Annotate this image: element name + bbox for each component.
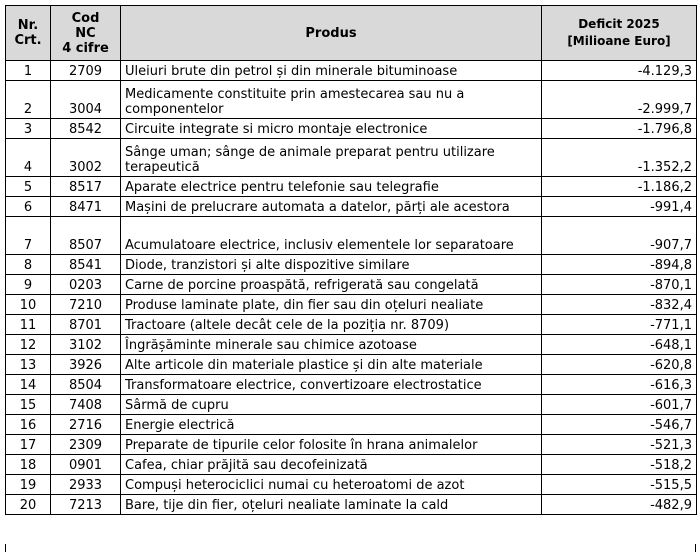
row-nr-cell: 20	[6, 495, 51, 515]
row-cod-cell: 8517	[51, 177, 121, 197]
table-row	[6, 335, 697, 355]
row-nr-cell: 4	[6, 139, 51, 177]
row-cod-cell: 0901	[51, 455, 121, 475]
row-nr-cell: 19	[6, 475, 51, 495]
row-nr-cell: 17	[6, 435, 51, 455]
row-deficit-cell: -648,1	[542, 335, 697, 355]
header-deficit-line-1: Deficit 2025	[578, 17, 660, 31]
table-row	[6, 455, 697, 475]
row-cod-cell: 8471	[51, 197, 121, 217]
table-row	[6, 255, 697, 275]
row-deficit-cell: -518,2	[542, 455, 697, 475]
table-row	[6, 495, 697, 515]
row-produs-cell: Transformatoare electrice, convertizoare electrostatice	[121, 375, 542, 395]
row-cod-cell: 3926	[51, 355, 121, 375]
row-cod-cell: 3102	[51, 335, 121, 355]
row-cod-cell: 2709	[51, 61, 121, 81]
table-row	[6, 139, 697, 177]
row-produs-cell: Sânge uman; sânge de animale preparat pentru utilizare terapeutică	[121, 139, 542, 177]
row-nr-cell: 16	[6, 415, 51, 435]
table-row	[6, 61, 697, 81]
row-produs-cell: Preparate de tipurile celor folosite în hrana animalelor	[121, 435, 542, 455]
row-nr-cell: 1	[6, 61, 51, 81]
row-produs-cell: Circuite integrate si micro montaje electronice	[121, 119, 542, 139]
row-cod-cell: 2716	[51, 415, 121, 435]
row-produs-cell: Medicamente constituite prin amestecarea sau nu a componentelor	[121, 81, 542, 119]
row-cod-cell: 2933	[51, 475, 121, 495]
row-deficit-cell: -771,1	[542, 315, 697, 335]
row-nr-cell: 2	[6, 81, 51, 119]
table-row	[6, 197, 697, 217]
header-nr-crt	[6, 6, 51, 61]
row-produs-cell: Energie electrică	[121, 415, 542, 435]
row-cod-cell: 7210	[51, 295, 121, 315]
row-nr-cell: 7	[6, 217, 51, 255]
row-cod-cell: 8541	[51, 255, 121, 275]
row-cod-cell: 8507	[51, 217, 121, 255]
row-cod-cell: 7213	[51, 495, 121, 515]
row-deficit-cell: -546,7	[542, 415, 697, 435]
row-deficit-cell: -1.186,2	[542, 177, 697, 197]
table-row	[6, 81, 697, 119]
row-cod-cell: 2309	[51, 435, 121, 455]
row-nr-cell: 5	[6, 177, 51, 197]
row-cod-cell: 8542	[51, 119, 121, 139]
row-deficit-cell: -601,7	[542, 395, 697, 415]
table-row	[6, 475, 697, 495]
row-produs-cell: Bare, tije din fier, oțeluri nealiate laminate la cald	[121, 495, 542, 515]
row-produs-cell: Diode, tranzistori și alte dispozitive similare	[121, 255, 542, 275]
table-body	[6, 61, 697, 515]
table-row	[6, 217, 697, 255]
header-nr-line-1: Nr.	[17, 18, 39, 33]
row-cod-cell: 7408	[51, 395, 121, 415]
row-produs-cell: Acumulatoare electrice, inclusiv elementele lor separatoare	[121, 217, 542, 255]
row-produs-cell: Îngrășăminte minerale sau chimice azotoase	[121, 335, 542, 355]
row-produs-cell: Mașini de prelucrare automata a datelor, părți ale acestora	[121, 197, 542, 217]
row-deficit-cell: -515,5	[542, 475, 697, 495]
row-deficit-cell: -1.352,2	[542, 139, 697, 177]
row-cod-cell: 3004	[51, 81, 121, 119]
table-row	[6, 435, 697, 455]
row-nr-cell: 9	[6, 275, 51, 295]
deficit-table	[5, 5, 697, 515]
table-row	[6, 275, 697, 295]
row-deficit-cell: -832,4	[542, 295, 697, 315]
row-produs-cell: Sârmă de cupru	[121, 395, 542, 415]
row-produs-cell: Carne de porcine proaspătă, refrigerată sau congelată	[121, 275, 542, 295]
table-row	[6, 295, 697, 315]
row-nr-cell: 11	[6, 315, 51, 335]
row-cod-cell: 3002	[51, 139, 121, 177]
header-nr-line-2: Crt.	[14, 33, 42, 48]
row-produs-cell: Cafea, chiar prăjită sau decofeinizată	[121, 455, 542, 475]
row-produs-cell: Compuși heterociclici numai cu heteroatomi de azot	[121, 475, 542, 495]
table-row	[6, 375, 697, 395]
header-cod-line-3: 4 cifre	[62, 40, 109, 56]
row-produs-cell: Produse laminate plate, din fier sau din oțeluri nealiate	[121, 295, 542, 315]
table-row	[6, 315, 697, 335]
row-deficit-cell: -620,8	[542, 355, 697, 375]
row-nr-cell: 8	[6, 255, 51, 275]
row-nr-cell: 3	[6, 119, 51, 139]
row-deficit-cell: -482,9	[542, 495, 697, 515]
row-nr-cell: 6	[6, 197, 51, 217]
row-deficit-cell: -870,1	[542, 275, 697, 295]
row-deficit-cell: -521,3	[542, 435, 697, 455]
table-header	[6, 6, 697, 61]
row-produs-cell: Alte articole din materiale plastice și din alte materiale	[121, 355, 542, 375]
row-deficit-cell: -616,3	[542, 375, 697, 395]
row-nr-cell: 10	[6, 295, 51, 315]
table-row	[6, 355, 697, 375]
row-produs-cell: Tractoare (altele decât cele de la poziția nr. 8709)	[121, 315, 542, 335]
header-deficit	[542, 6, 697, 61]
header-produs: Produs	[121, 6, 542, 61]
header-cod-line-2: NC	[75, 25, 96, 41]
table-row	[6, 119, 697, 139]
row-nr-cell: 14	[6, 375, 51, 395]
header-row	[6, 6, 697, 61]
table-row	[6, 415, 697, 435]
row-nr-cell: 18	[6, 455, 51, 475]
header-deficit-line-2: [Milioane Euro]	[567, 34, 671, 48]
row-deficit-cell: -4.129,3	[542, 61, 697, 81]
row-produs-cell: Aparate electrice pentru telefonie sau telegrafie	[121, 177, 542, 197]
row-deficit-cell: -2.999,7	[542, 81, 697, 119]
header-cod-nc	[51, 6, 121, 61]
row-cod-cell: 8504	[51, 375, 121, 395]
row-deficit-cell: -894,8	[542, 255, 697, 275]
row-deficit-cell: -991,4	[542, 197, 697, 217]
table-footer-row	[5, 544, 696, 552]
row-nr-cell: 15	[6, 395, 51, 415]
row-nr-cell: 12	[6, 335, 51, 355]
header-cod-line-1: Cod	[71, 10, 100, 26]
row-cod-cell: 0203	[51, 275, 121, 295]
table-row	[6, 177, 697, 197]
row-deficit-cell: -1.796,8	[542, 119, 697, 139]
row-deficit-cell: -907,7	[542, 217, 697, 255]
row-produs-cell: Uleiuri brute din petrol și din minerale bituminoase	[121, 61, 542, 81]
table-row	[6, 395, 697, 415]
row-nr-cell: 13	[6, 355, 51, 375]
row-cod-cell: 8701	[51, 315, 121, 335]
